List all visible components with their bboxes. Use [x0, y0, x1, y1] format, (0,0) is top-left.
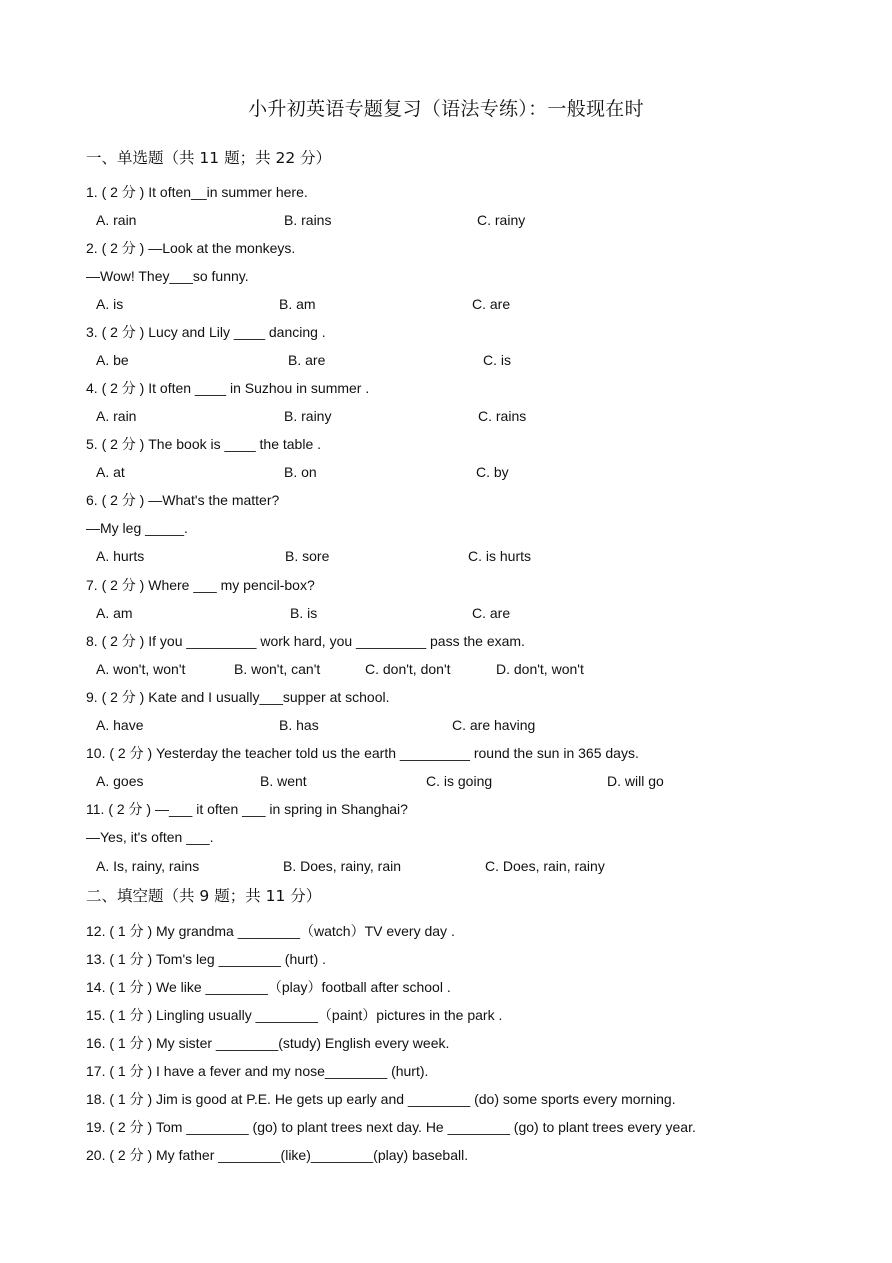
fill-question: 18. ( 1 分 ) Jim is good at P.E. He gets up early and ________ (do) some sports every morning. [86, 1091, 676, 1107]
question-option: C. Does, rain, rainy [485, 858, 605, 874]
question-option: A. Is, rainy, rains [96, 858, 200, 874]
question-option: C. by [476, 464, 509, 480]
question-stem: 2. ( 2 分 ) —Look at the monkeys. [86, 240, 296, 256]
question-option: A. is [96, 296, 124, 312]
question-stem-continued: —Wow! They___so funny. [86, 268, 249, 284]
question-option: C. are having [452, 717, 536, 733]
question-option: B. rains [284, 212, 332, 228]
question-option: A. won't, won't [96, 661, 186, 677]
question-option: B. is [290, 605, 318, 621]
question-option: B. rainy [284, 408, 332, 424]
section-heading-single-choice: 一、单选题（共 11 题；共 22 分） [86, 149, 332, 167]
question-stem-continued: —My leg _____. [86, 520, 188, 536]
question-stem: 11. ( 2 分 ) —___ it often ___ in spring in Shanghai? [86, 801, 408, 817]
question-option: D. don't, won't [496, 661, 584, 677]
question-option: D. will go [607, 773, 664, 789]
fill-question: 20. ( 2 分 ) My father ________(like)________(play) baseball. [86, 1147, 469, 1163]
question-stem: 3. ( 2 分 ) Lucy and Lily ____ dancing . [86, 324, 326, 340]
question-option: A. hurts [96, 548, 145, 564]
question-option: B. am [279, 296, 316, 312]
question-option: A. rain [96, 212, 137, 228]
question-option: A. goes [96, 773, 144, 789]
fill-question: 15. ( 1 分 ) Lingling usually ________（paint）pictures in the park . [86, 1007, 503, 1023]
page-title: 小升初英语专题复习（语法专练）：一般现在时 [248, 98, 644, 120]
fill-question: 12. ( 1 分 ) My grandma ________（watch）TV every day . [86, 923, 455, 939]
question-option: C. don't, don't [365, 661, 451, 677]
question-stem: 10. ( 2 分 ) Yesterday the teacher told us the earth _________ round the sun in 365 days. [86, 745, 639, 761]
question-option: B. sore [285, 548, 330, 564]
question-option: A. at [96, 464, 125, 480]
question-option: B. Does, rainy, rain [283, 858, 402, 874]
question-option: A. be [96, 352, 129, 368]
question-stem: 1. ( 2 分 ) It often__in summer here. [86, 184, 308, 200]
question-option: B. won't, can't [234, 661, 321, 677]
question-option: B. went [260, 773, 307, 789]
question-option: C. are [472, 605, 511, 621]
question-option: C. rainy [477, 212, 526, 228]
fill-question: 13. ( 1 分 ) Tom's leg ________ (hurt) . [86, 951, 327, 967]
question-option: B. has [279, 717, 319, 733]
question-option: B. on [284, 464, 317, 480]
fill-question: 14. ( 1 分 ) We like ________（play）football after school . [86, 979, 451, 995]
question-option: A. rain [96, 408, 137, 424]
question-stem: 9. ( 2 分 ) Kate and I usually___supper at school. [86, 689, 390, 705]
question-option: A. am [96, 605, 133, 621]
question-option: C. rains [478, 408, 527, 424]
section-heading-fill-in: 二、填空题（共 9 题；共 11 分） [86, 887, 322, 905]
question-option: C. is hurts [468, 548, 532, 564]
question-stem: 6. ( 2 分 ) —What's the matter? [86, 492, 280, 508]
question-option: B. are [288, 352, 326, 368]
question-stem: 4. ( 2 分 ) It often ____ in Suzhou in summer . [86, 380, 370, 396]
question-stem: 8. ( 2 分 ) If you _________ work hard, you _________ pass the exam. [86, 633, 525, 649]
question-option: C. is going [426, 773, 493, 789]
question-stem: 7. ( 2 分 ) Where ___ my pencil-box? [86, 577, 315, 593]
question-option: C. are [472, 296, 511, 312]
question-option: C. is [483, 352, 511, 368]
question-stem-continued: —Yes, it's often ___. [86, 829, 214, 845]
fill-question: 16. ( 1 分 ) My sister ________(study) English every week. [86, 1035, 450, 1051]
question-stem: 5. ( 2 分 ) The book is ____ the table . [86, 436, 322, 452]
fill-question: 17. ( 1 分 ) I have a fever and my nose________ (hurt). [86, 1063, 429, 1079]
question-option: A. have [96, 717, 144, 733]
fill-question: 19. ( 2 分 ) Tom ________ (go) to plant trees next day. He ________ (go) to plant trees every year. [86, 1119, 696, 1135]
